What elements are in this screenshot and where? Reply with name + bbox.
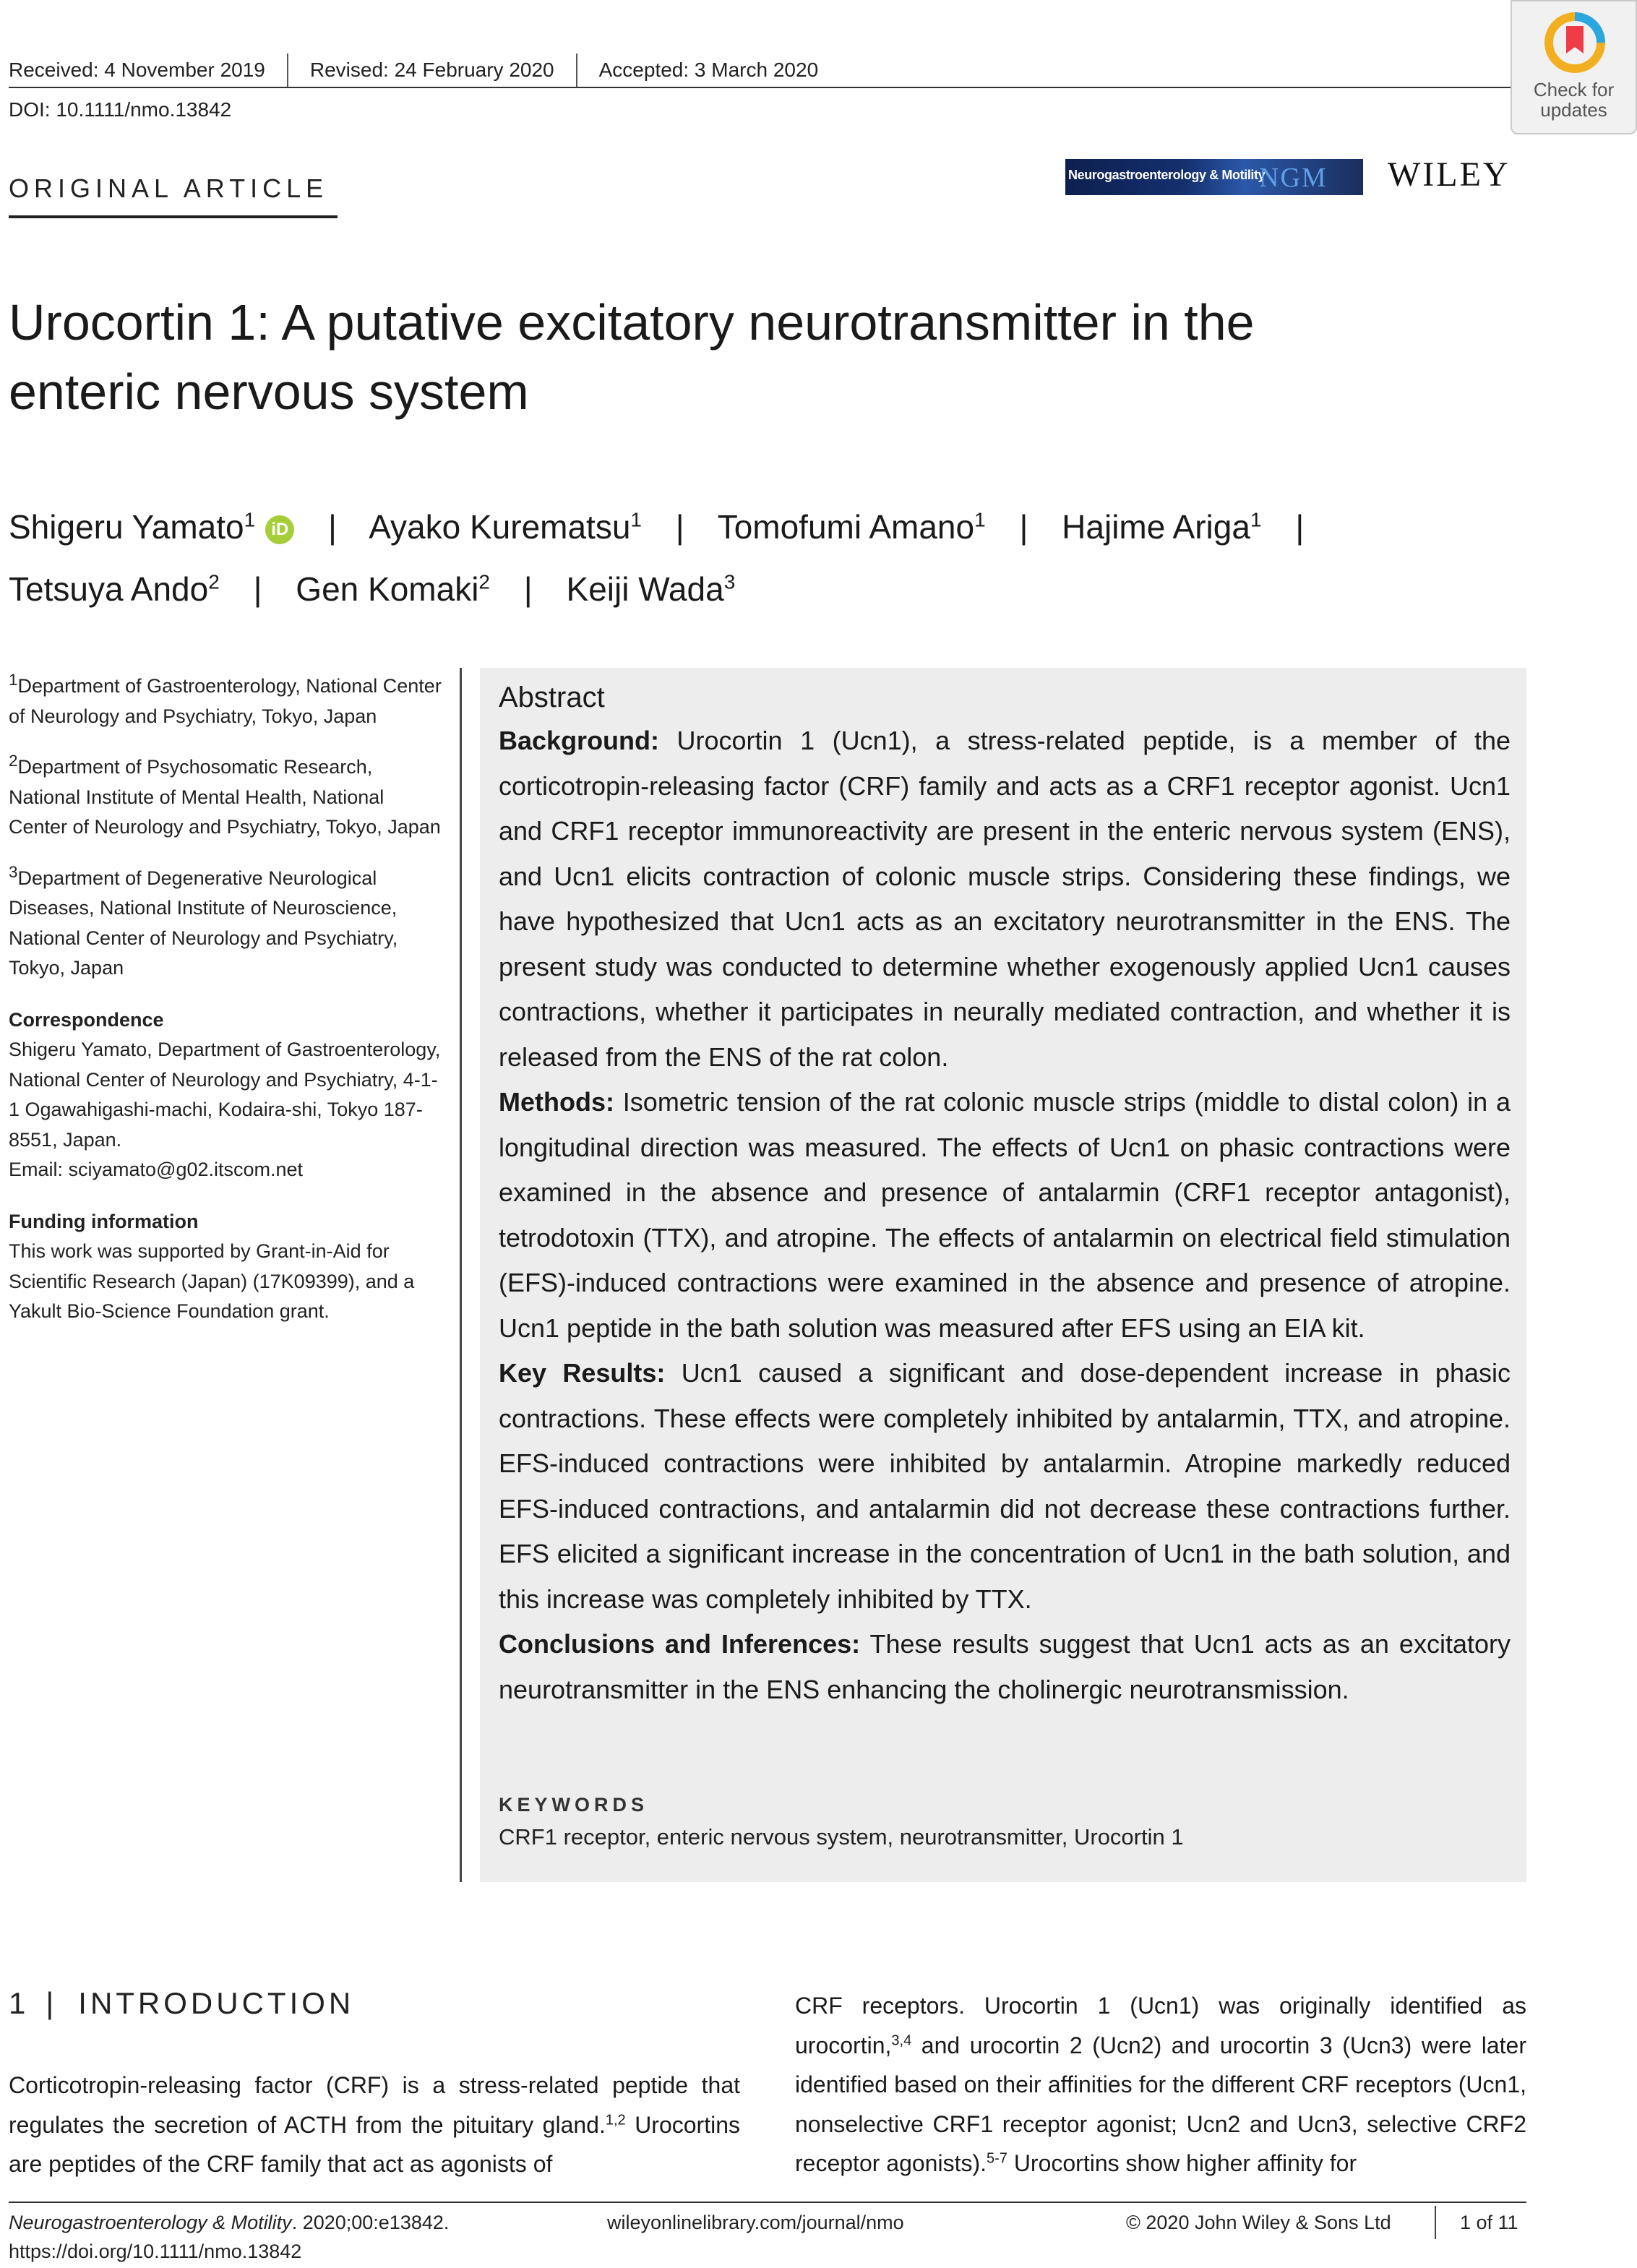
footer-journal-url[interactable]: wileyonlinelibrary.com/journal/nmo xyxy=(607,2212,904,2233)
article-type-underline xyxy=(9,215,338,218)
author[interactable]: Keiji Wada$^3$ xyxy=(566,570,736,608)
intro-column-1: Corticotropin-releasing factor (CRF) is a stress-related peptide that regulates the secretion of ACTH from the pituitary gland.$^{1,2}$ Urocortins are peptides of the CRF family that act as agonists of xyxy=(9,2072,741,2177)
revised-date: Revised: 24 February 2020 xyxy=(309,59,554,81)
abstract-key-results: Key Results: Ucn1 caused a significant and dose-dependent increase in phasic contractions. These effects were completely inhibited by antalarmin, TTX, and atropine. EFS-induced contractions were inhibited by antalarmin. Atropine markedly reduced EFS-induced contractions, and antalarmin did not decrease these contractions further. EFS elicited a significant increase in the concentration of Ucn1 in the bath solution, and this increase was completely inhibited by TTX. xyxy=(499,1358,1511,1614)
crossmark-icon xyxy=(1542,10,1607,75)
affiliations-sidebar xyxy=(9,665,442,1327)
author[interactable]: Shigeru Yamato$^1$ xyxy=(9,508,256,546)
correspondence-heading: Correspondence xyxy=(9,1008,164,1031)
keywords-heading: KEYWORDS xyxy=(499,1794,649,1816)
footer-doi-link[interactable]: https://doi.org/10.1111/nmo.13842 xyxy=(9,2241,302,2262)
accepted-date: Accepted: 3 March 2020 xyxy=(598,59,819,81)
abstract-conclusions: Conclusions and Inferences: These results suggest that Ucn1 acts as an excitatory neurotransmitter in the ENS enhancing the cholinergic neurotransmission. xyxy=(499,1629,1511,1704)
page-number: 1 of 11 xyxy=(1460,2212,1518,2233)
correspondence-email[interactable]: Email: sciyamato@g02.itscom.net xyxy=(9,1159,304,1180)
abstract-background: Background: Urocortin 1 (Ucn1), a stress-related peptide, is a member of the corticotropin-releasing factor (CRF) family and acts as a CRF1 receptor agonist. Ucn1 and CRF1 receptor immunoreactivity are present in the enteric nervous system (ENS), and Ucn1 elicits contraction of colonic muscle strips. Considering these findings, we have hypothesized that Ucn1 acts as an excitatory neurotransmitter in the ENS. The present study was conducted to determine whether exogenously applied Ucn1 causes contractions, whether it participates in neurally mediated contraction, and whether it is released from the ENS of the rat colon. xyxy=(499,726,1511,1072)
author[interactable]: Tetsuya Ando$^2$ xyxy=(9,570,220,608)
orcid-icon[interactable]: iD xyxy=(265,515,294,544)
header-rule xyxy=(9,87,1526,88)
publisher-logo: WILEY xyxy=(1388,155,1511,194)
check-for-updates-badge[interactable] xyxy=(1511,0,1637,134)
affiliation: $^3$Department of Degenerative Neurological Diseases, National Institute of Neuroscience, National Center of Neurology and Psychiatry, Tokyo, Japan xyxy=(9,862,398,979)
check-for-updates-label: Check for updates xyxy=(1533,79,1615,121)
footer-copyright: © 2020 John Wiley & Sons Ltd xyxy=(1126,2212,1391,2233)
author-list: Shigeru Yamato$^1$ iD | Ayako Kurematsu$^1$ | Tomofumi Amano$^1$ | Hajime Ariga$^1$ | Tetsuya Ando$^2$ | Gen Komaki$^2$ | Keiji Wada$^3$ xyxy=(9,508,1305,608)
footer-citation: Neurogastroenterology & Motility. 2020;00:e13842. xyxy=(9,2212,450,2233)
author[interactable]: Tomofumi Amano$^1$ xyxy=(717,508,986,546)
abstract-methods: Methods: Isometric tension of the rat colonic muscle strips (middle to distal colon) in a longitudinal direction was measured. The effects of Ucn1 on phasic contractions were examined in the absence and presence of antalarmin (CRF1 receptor antagonist), tetrodotoxin (TTX), and atropine. The effects of antalarmin on electrical field stimulation (EFS)-induced contractions were examined in the absence and presence of atropine. Ucn1 peptide in the bath solution was measured after EFS using an EIA kit. xyxy=(499,1087,1511,1343)
divider xyxy=(287,53,288,87)
author[interactable]: Ayako Kurematsu$^1$ xyxy=(369,508,642,546)
author[interactable]: Hajime Ariga$^1$ xyxy=(1062,508,1262,546)
article-type: ORIGINAL ARTICLE xyxy=(9,173,329,203)
doi: DOI: 10.1111/nmo.13842 xyxy=(9,98,232,121)
divider xyxy=(576,53,577,87)
article-dates xyxy=(9,53,818,87)
funding-heading: Funding information xyxy=(9,1210,199,1232)
received-date: Received: 4 November 2019 xyxy=(9,59,265,81)
affiliation: $^1$Department of Gastroenterology, National Center of Neurology and Psychiatry, Tokyo, Japan xyxy=(9,671,442,727)
correspondence-address: Shigeru Yamato, Department of Gastroenterology, National Center of Neurology and Psychiatry, 4-1-1 Ogawahigashi-machi, Kodaira-shi, Tokyo 187-8551, Japan. xyxy=(9,1039,441,1151)
sidebar-divider xyxy=(460,668,462,1882)
author[interactable]: Gen Komaki$^2$ xyxy=(296,570,490,608)
intro-column-2: CRF receptors. Urocortin 1 (Ucn1) was originally identified as urocortin,$^{3,4}$ and urocortin 2 (Ucn2) and urocortin 3 (Ucn3) were later identified based on their affinities for the different CRF receptors (Ucn1, nonselective CRF1 receptor agonist; Ucn2 and Ucn3, selective CRF2 receptor agonists).$^{5-7}$ Urocortins show higher affinity for xyxy=(795,1993,1526,2176)
footer-rule xyxy=(9,2202,1526,2203)
article-title: Urocortin 1: A putative excitatory neurotransmitter in the enteric nervous system xyxy=(9,294,1255,420)
journal-banner-logo: Neurogastroenterology & Motility NGM xyxy=(1065,159,1363,195)
section-heading: 1 | INTRODUCTION xyxy=(9,1986,355,2020)
abstract-heading: Abstract xyxy=(499,682,605,713)
keywords: CRF1 receptor, enteric nervous system, neurotransmitter, Urocortin 1 xyxy=(499,1824,1184,1850)
abstract-box xyxy=(480,668,1526,1882)
affiliation: $^2$Department of Psychosomatic Research, National Institute of Mental Health, National Center of Neurology and Psychiatry, Tokyo, Japan xyxy=(9,752,441,838)
funding-text: This work was supported by Grant-in-Aid for Scientific Research (Japan) (17K09399), and a Yakult Bio-Science Foundation grant. xyxy=(9,1240,415,1322)
footer-divider xyxy=(1435,2206,1436,2239)
